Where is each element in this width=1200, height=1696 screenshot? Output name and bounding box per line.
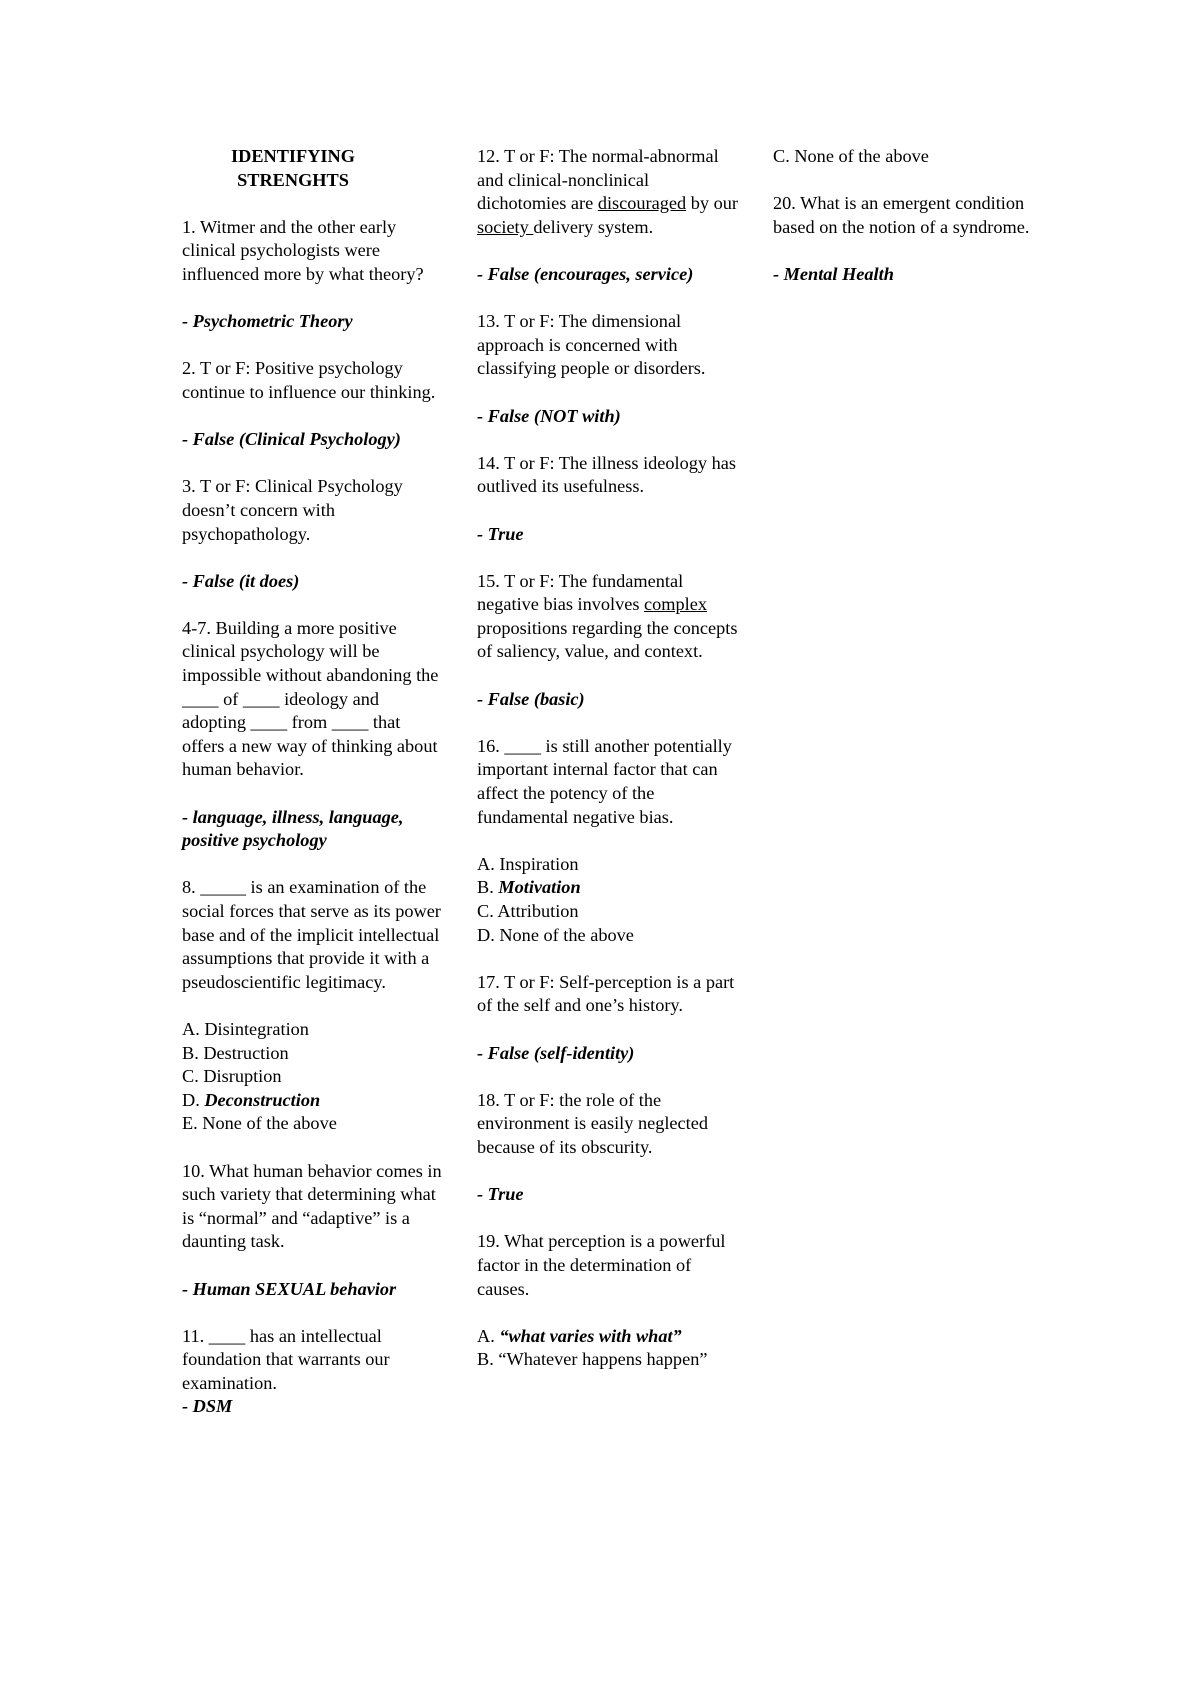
title-line-1: IDENTIFYING [231,146,355,166]
question-13: 13. T or F: The dimensional approach is concerned with classifying people or disorders. [477,311,706,379]
question-15 [477,570,739,664]
question-4-7: 4-7. Building a more positive clinical psychology will be impossible without abandoning the ____ of ____ ideology and adopting ____ from ____ that offers a new way of thinking about human behavior. [182,617,439,780]
option-item: E. None of the above [182,1113,337,1134]
option-item: A. Disintegration [182,1018,309,1039]
question-11: 11. ____ has an intellectual foundation that warrants our examination. [182,1325,390,1393]
answer-18: - True [477,1184,524,1205]
text-span: 12. T or F: The normal-abnormal and clinical-nonclinical dichotomies are [477,146,719,214]
question-1: 1. Witmer and the other early clinical psychologists were influenced more by what theory? [182,216,424,284]
option-prefix: D. [182,1089,205,1110]
option-item-correct [182,1089,444,1113]
correct-answer: “what varies with what” [499,1325,682,1346]
answer-1: - Psychometric Theory [182,311,353,332]
answer-14: - True [477,523,524,544]
page-title [182,145,404,192]
option-item: D. None of the above [477,924,634,945]
question-16-options [477,853,739,947]
column-1 [182,145,444,1443]
text-span: delivery system. [533,216,654,237]
question-3: 3. T or F: Clinical Psychology doesn’t concern with psychopathology. [182,476,403,544]
option-item-correct [477,876,739,900]
answer-11: - DSM [182,1396,233,1417]
question-2: 2. T or F: Positive psychology continue to influence our thinking. [182,358,436,402]
answer-15: - False (basic) [477,688,585,709]
question-16: 16. ____ is still another potentially important internal factor that can affect the potency of the fundamental negative bias. [477,735,732,827]
option-item: B. “Whatever happens happen” [477,1349,708,1370]
answer-12: - False (encourages, service) [477,263,694,284]
option-item: C. Attribution [477,901,579,921]
question-19-option-c: C. None of the above [773,146,929,166]
question-20: 20. What is an emergent condition based on the notion of a syndrome. [773,193,1030,237]
option-item-correct [477,1325,739,1349]
question-8-options [182,1018,444,1136]
question-10: 10. What human behavior comes in such variety that determining what is “normal” and “adaptive” is a daunting task. [182,1160,442,1252]
answer-2: - False (Clinical Psychology) [182,429,401,450]
question-19: 19. What perception is a powerful factor in the determination of causes. [477,1231,726,1299]
question-18: 18. T or F: the role of the environment is easily neglected because of its obscurity. [477,1089,708,1157]
correct-answer: Motivation [498,877,581,898]
underlined-text: discouraged [597,193,687,214]
question-17: 17. T or F: Self-perception is a part of the self and one’s history. [477,971,735,1016]
title-line-2: STRENGHTS [237,169,349,190]
column-3 [773,145,1035,310]
answer-4-7: - language, illness, language, positive psychology [182,806,404,851]
answer-10: - Human SEXUAL behavior [182,1278,397,1299]
text-span: 15. T or F: The fundamental negative bias involves [477,570,684,615]
question-14: 14. T or F: The illness ideology has outlived its usefulness. [477,452,736,497]
correct-answer: Deconstruction [204,1089,321,1110]
underlined-text: society [477,216,534,237]
answer-17: - False (self-identity) [477,1042,635,1063]
text-span: by our [686,193,738,214]
option-prefix: A. [477,1325,500,1346]
option-item: B. Destruction [182,1042,289,1063]
answer-3: - False (it does) [182,570,300,591]
answer-13: - False (NOT with) [477,405,621,426]
question-19-options [477,1325,739,1372]
option-item: C. Disruption [182,1066,282,1087]
text-span: propositions regarding the concepts of saliency, value, and context. [477,617,738,662]
column-2 [477,145,739,1395]
option-prefix: B. [477,877,499,898]
option-item: A. Inspiration [477,853,579,874]
underlined-text: complex [644,594,707,615]
answer-20: - Mental Health [773,263,894,284]
question-12 [477,145,739,239]
question-8: 8. _____ is an examination of the social forces that serve as its power base and of the implicit intellectual assumptions that provide it with a pseudoscientific legitimacy. [182,877,441,992]
